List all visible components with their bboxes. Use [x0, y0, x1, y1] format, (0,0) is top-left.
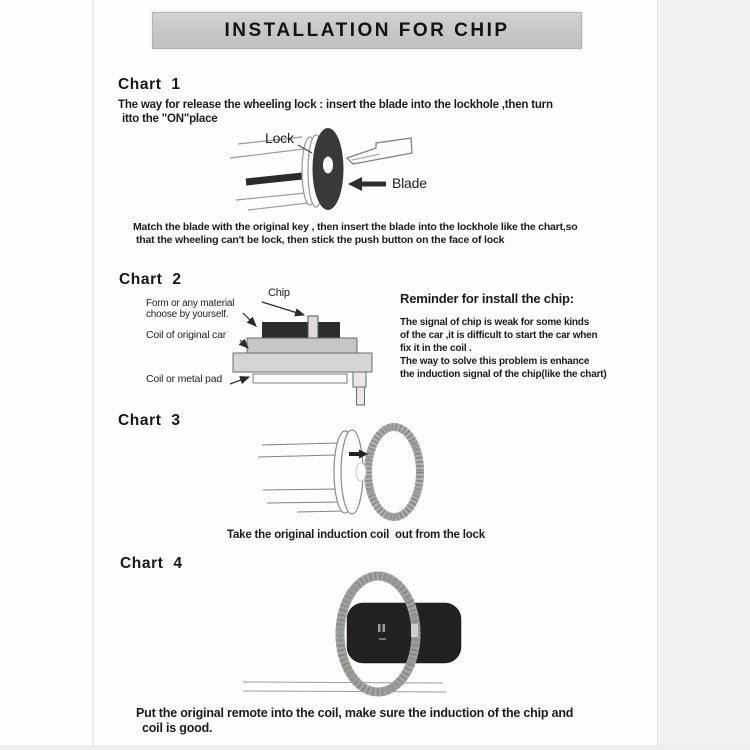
- lock-keyhole: [323, 157, 333, 174]
- cylinder-line: [267, 502, 341, 503]
- cable-line: [243, 682, 443, 683]
- chart2-heading: Chart 2: [119, 271, 182, 288]
- chart1-heading: Chart 1: [118, 76, 181, 93]
- reminder-line1: The signal of chip is weak for some kinds: [400, 317, 590, 328]
- cylinder-hole: [356, 463, 366, 481]
- chart1-note-line2: that the wheeling can't be lock, then stick the push button on the face of lock: [136, 234, 505, 246]
- blade-outline: [347, 138, 412, 164]
- chart4-diagram: [238, 572, 470, 698]
- foam-label-line2: choose by yourself.: [146, 309, 229, 320]
- reminder-line4: The way to solve this problem is enhance: [400, 356, 590, 367]
- foam-leader-arrow: [243, 313, 256, 326]
- cable-line: [243, 691, 446, 692]
- reminder-line3: fix it in the coil .: [400, 343, 472, 354]
- chart1-intro-line1: The way for release the wheeling lock : insert the blade into the lockhole ,then turn: [118, 99, 553, 111]
- paper-left-edge: [92, 0, 94, 750]
- cylinder-line: [263, 489, 339, 490]
- lock-label: Lock: [265, 130, 294, 146]
- chart4-heading: Chart 4: [120, 555, 183, 572]
- foam-label-line1: Form or any material: [146, 298, 235, 309]
- page-title: INSTALLATION FOR CHIP: [224, 19, 510, 41]
- chart3-caption: Take the original induction coil out from the lock: [227, 529, 485, 541]
- cylinder-line: [262, 443, 339, 445]
- cylinder-line: [297, 511, 345, 512]
- blade-label: Blade: [392, 175, 427, 191]
- remote-fob: [347, 603, 461, 663]
- coil-band-highlight: [411, 624, 418, 637]
- remote-button-mark: [383, 624, 386, 632]
- chart3-diagram: [255, 423, 427, 523]
- chip-block: [308, 316, 318, 338]
- chip-leader-arrow: [262, 302, 304, 315]
- chart3-heading: Chart 3: [118, 412, 181, 429]
- blade-arrow-tail: [361, 182, 386, 187]
- chip-label: Chip: [268, 287, 290, 299]
- foam-block: [262, 322, 340, 338]
- stem-upper: [353, 372, 366, 387]
- reminder-heading: Reminder for install the chip:: [400, 291, 574, 306]
- chart4-caption-line2: coil is good.: [142, 721, 213, 735]
- extract-arrow-tail: [349, 452, 360, 456]
- stem-lower: [357, 387, 365, 405]
- base-layer: [233, 353, 372, 372]
- paper-bottom-edge: [0, 745, 750, 750]
- chart4-caption-line1: Put the original remote into the coil, make sure the induction of the chip and: [136, 706, 574, 720]
- remote-button-mark: [378, 624, 381, 632]
- cylinder-line: [258, 455, 335, 457]
- lock-body-line: [230, 149, 304, 158]
- paper-right-edge: [657, 0, 750, 750]
- reminder-line5: the induction signal of the chip(like the chart): [400, 369, 607, 380]
- coil-label: Coil of original car: [146, 329, 227, 341]
- chart1-intro-line2: itto the "ON"place: [122, 113, 218, 125]
- title-bar: [152, 12, 582, 49]
- chart1-note-line1: Match the blade with the original key , then insert the blade into the lockhole like the chart,so: [133, 221, 578, 233]
- pad-label: Coil or metal pad: [146, 373, 222, 385]
- lock-body-line: [248, 203, 308, 210]
- reminder-line2: of the car ,it is difficult to start the car when: [400, 330, 598, 341]
- pad-leader-arrow: [230, 377, 249, 384]
- pad-layer: [253, 374, 347, 383]
- coil-layer: [247, 338, 357, 353]
- remote-button-mark: [379, 638, 386, 640]
- blade-arrow-icon: [348, 177, 362, 191]
- lock-body-line: [236, 193, 306, 200]
